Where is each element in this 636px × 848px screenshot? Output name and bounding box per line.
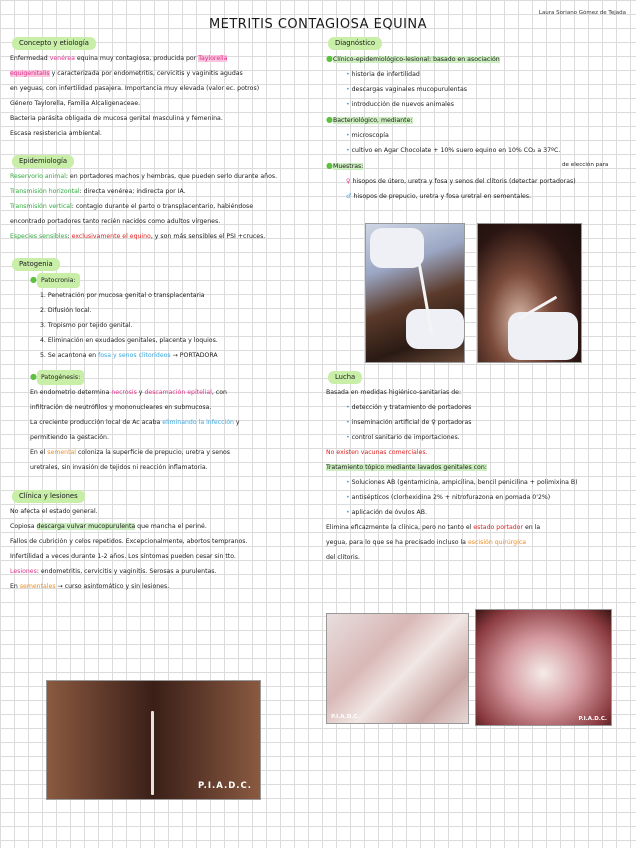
bullet-icon: • — [346, 71, 352, 78]
lucha-line-1: Basada en medidas higiénico-sanitarias de: — [326, 389, 462, 396]
concepto-line-3: en yeguas, con infertilidad pasajera. Importancia muy elevada (valor ec. potros) — [10, 85, 260, 92]
heading-patogenia: Patogenia — [12, 258, 60, 271]
bullet-icon: • — [346, 404, 352, 411]
patocronia-label: ● Patocronia: — [10, 272, 310, 288]
epi-line-4: encontrado portadores tanto recién nacidos como adultos vírgenes. — [10, 218, 221, 225]
lucha-item: • control sanitario de importaciones. — [346, 434, 460, 441]
patogenesis-line-6: uretrales, sin invasión de tejidos ni reacción inflamatoria. — [30, 464, 208, 471]
heading-epidemiologia: Epidemiología — [12, 155, 74, 168]
lucha-efic-3: del clítoris. — [326, 554, 360, 561]
diag-clinico: ●Clínico-epidemiológico-lesional: basado en asociación — [326, 54, 500, 63]
lucha-item: • detección y tratamiento de portadores — [346, 404, 472, 411]
bullet-icon: • — [346, 494, 352, 501]
diag-clinico-item: • introducción de nuevos animales — [346, 101, 454, 108]
photo-lesion-cervix — [475, 609, 612, 726]
concepto-line-1: Enfermedad venérea equina muy contagiosa, producida por Taylorella — [10, 55, 228, 62]
lucha-efic-2: yegua, para lo que se ha precisado incluso la escisión quirúrgica — [326, 539, 527, 546]
epi-line-5: Especies sensibles: exclusivamente el equino, y son más sensibles el PSI +cruces. — [10, 233, 266, 240]
diag-bacteriologico: ●Bacteriológico, mediante: — [326, 115, 413, 124]
patocronia-step: 5. Se acantona en fosa y senos clitorídeos → PORTADORA — [40, 352, 218, 359]
patocronia-step: 3. Tropismo por tejido genital. — [40, 322, 133, 329]
clinica-line-4: Infertilidad a veces durante 1-2 años. Los síntomas pueden cesar sin tto. — [10, 553, 236, 560]
diag-bact-item: • microscopía — [346, 132, 389, 139]
concepto-line-5: Bacteria parásita obligada de mucosa genital masculina y femenina. — [10, 115, 223, 122]
concepto-line-6: Escasa resistencia ambiental. — [10, 130, 102, 137]
clinica-line-2: Copiosa descarga vulvar mucopurulenta que mancha el periné. — [10, 523, 207, 530]
bullet-icon: ● — [30, 372, 37, 381]
patogenesis-line-3: La creciente producción local de Ac acaba eliminando la infección y — [30, 419, 240, 426]
diag-muestras: ●Muestras: de elección para — [326, 158, 628, 174]
bullet-icon: ● — [30, 275, 37, 284]
photo-watermark: P.I.A.D.C. — [578, 716, 607, 722]
patogenesis-line-5: En el semental coloniza la superficie de prepucio, uretra y senos — [30, 449, 231, 456]
bullet-icon: • — [346, 419, 352, 426]
bullet-icon: • — [346, 434, 352, 441]
bullet-icon: • — [346, 479, 352, 486]
patogenesis-line-1: En endometrio determina necrosis y descamación epitelial, con — [30, 389, 227, 396]
diag-clinico-item: • descargas vaginales mucopurulentas — [346, 86, 467, 93]
male-symbol-icon: ♂ — [346, 193, 354, 200]
bullet-icon: • — [346, 86, 352, 93]
bullet-icon: ● — [326, 161, 333, 170]
lucha-item: • inseminación artificial de ♀ portadoras — [346, 419, 472, 426]
photo-watermark: P.I.A.D.C. — [331, 714, 360, 720]
epi-line-3: Transmisión vertical: contagio durante el parto o transplacentario, habiéndose — [10, 203, 254, 210]
left-column — [10, 36, 310, 594]
bullet-icon: • — [346, 132, 352, 139]
diag-clinico-item: • historia de infertilidad — [346, 71, 420, 78]
bullet-icon: • — [346, 101, 352, 108]
bullet-icon: • — [346, 509, 352, 516]
lucha-trat-item: • antisépticos (clorhexidina 2% + nitrofurazona en pomada 0'2%) — [346, 494, 551, 501]
heading-clinica: Clínica y lesiones — [12, 490, 85, 503]
author-name: Laura Soriano Gómez de Tejada — [538, 10, 626, 16]
heading-concepto: Concepto y etiología — [12, 37, 96, 50]
patogenesis-line-2: infiltración de neutrófilos y mononucleares en submucosa. — [30, 404, 212, 411]
patogenesis-line-4: permitiendo la gestación. — [30, 434, 109, 441]
bullet-icon: ● — [326, 115, 333, 124]
clinica-line-5: Lesiones: endometritis, cervicitis y vaginitis. Serosas a purulentas. — [10, 568, 217, 575]
epi-line-2: Transmisión horizontal: directa venérea; indirecta por IA. — [10, 188, 186, 195]
concepto-line-4: Género Taylorella, Familia Alcaligenaceae. — [10, 100, 141, 107]
lucha-tratamiento: Tratamiento tópico mediante lavados genitales con: — [326, 464, 487, 471]
lucha-vacunas: No existen vacunas comerciales. — [326, 449, 428, 456]
photo-sampling-female — [365, 223, 465, 363]
clinica-line-1: No afecta el estado general. — [10, 508, 98, 515]
clinica-line-3: Fallos de cubrición y celos repetidos. Excepcionalmente, abortos tempranos. — [10, 538, 248, 545]
page-title: METRITIS CONTAGIOSA EQUINA — [208, 17, 428, 32]
muestra-female: ♀ hisopos de útero, uretra y fosa y senos del clítoris (detectar portadoras) — [346, 178, 576, 185]
patogenesis-label: ● Patogénesis: — [10, 369, 310, 385]
lucha-trat-item: • Soluciones AB (gentamicina, ampicilina, bencil penicilina + polimixina B) — [346, 479, 578, 486]
photo-vulvar-discharge — [46, 680, 261, 800]
photo-watermark: P.I.A.D.C. — [197, 781, 252, 791]
heading-lucha: Lucha — [328, 371, 362, 384]
diag-bact-item: • cultivo en Agar Chocolate + 10% suero equino en 10% CO₂ a 37ºC. — [346, 147, 561, 154]
lucha-efic-1: Elimina eficazmente la clínica, pero no tanto el estado portador en la — [326, 524, 541, 531]
muestra-male: ♂ hisopos de prepucio, uretra y fosa uretral en sementales. — [346, 193, 532, 200]
lucha-trat-item: • aplicación de óvulos AB. — [346, 509, 427, 516]
female-symbol-icon: ♀ — [346, 178, 353, 185]
epi-line-1: Reservorio animal: en portadores machos y hembras, que pueden serlo durante años. — [10, 173, 278, 180]
patocronia-step: 2. Difusión local. — [40, 307, 92, 314]
concepto-line-2: equigenitalis y caracterizada por endometritis, cervicitis y vaginitis agudas — [10, 70, 243, 77]
muestras-note-top: de elección para — [562, 162, 609, 168]
clinica-line-6: En sementales → curso asintomático y sin lesiones. — [10, 583, 170, 590]
heading-diagnostico: Diagnóstico — [328, 37, 382, 50]
bullet-icon: ● — [326, 54, 333, 63]
bullet-icon: • — [346, 147, 352, 154]
patocronia-step: 4. Eliminación en exudados genitales, placenta y loquios. — [40, 337, 218, 344]
photo-sampling-clitoris — [477, 223, 582, 363]
photo-lesion-uterus — [326, 613, 469, 724]
patocronia-step: 1. Penetración por mucosa genital o transplacentaria — [40, 292, 205, 299]
